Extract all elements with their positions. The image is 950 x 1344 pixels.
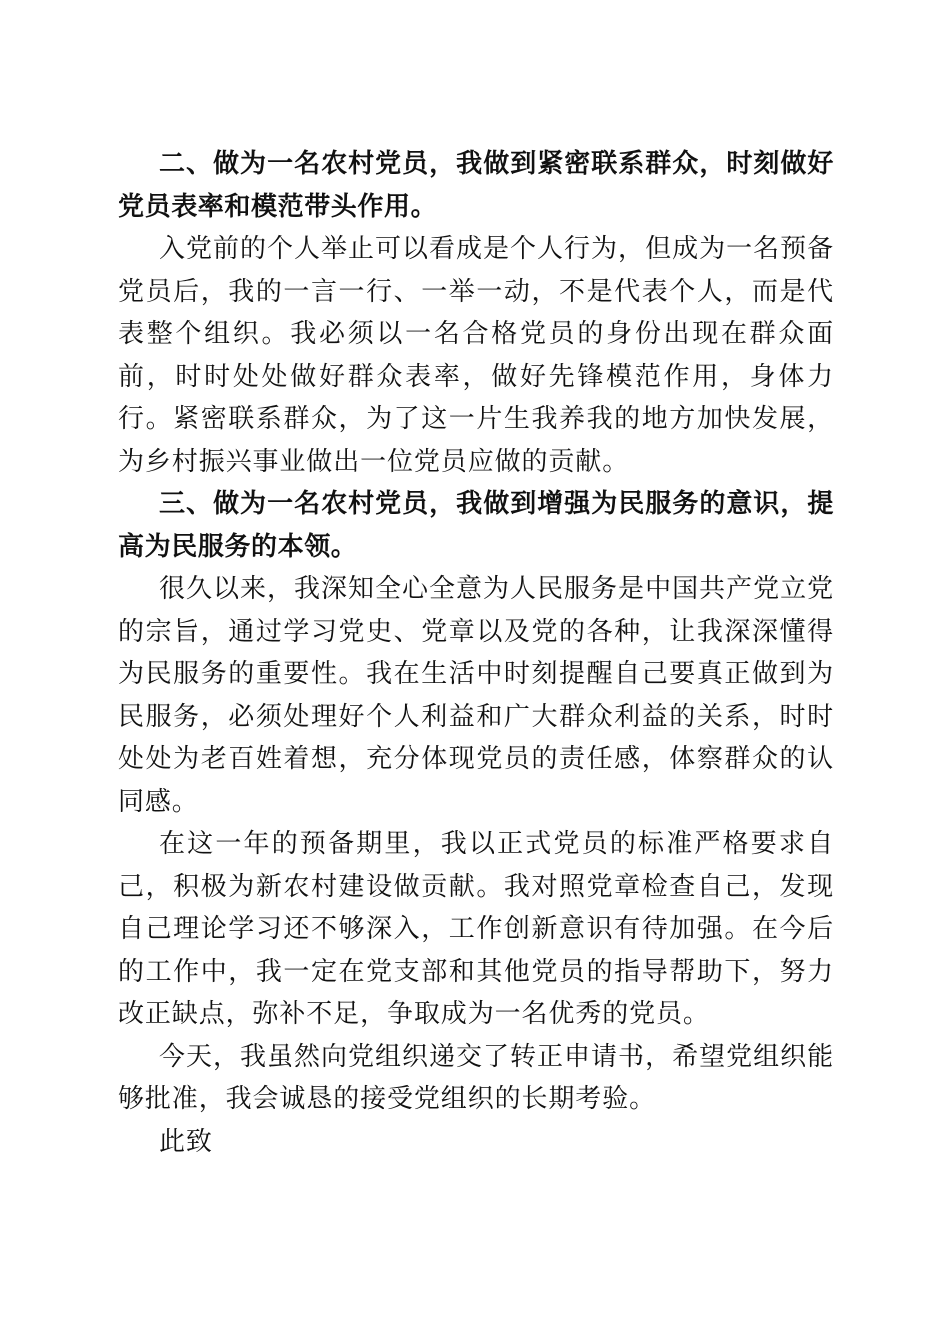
body-paragraph: 今天，我虽然向党组织递交了转正申请书，希望党组织能够批准，我会诚恳的接受党组织的长期考验。 bbox=[118, 1041, 834, 1114]
body-paragraph: 入党前的个人举止可以看成是个人行为，但成为一名预备党员后，我的一言一行、一举一动，不是代表个人，而是代表整个组织。我必须以一名合格党员的身份出现在群众面前，时时处处做好群众表率，做好先锋模范作用，身体力行。紧密联系群众，为了这一片生我养我的地方加快发展，为乡村振兴事业做出一位党员应做的贡献。 bbox=[118, 234, 834, 477]
section-heading-two: 二、做为一名农村党员，我做到紧密联系群众，时刻做好党员表率和模范带头作用。 bbox=[118, 149, 834, 222]
body-paragraph: 在这一年的预备期里，我以正式党员的标准严格要求自己，积极为新农村建设做贡献。我对照党章检查自己，发现自己理论学习还不够深入，工作创新意识有待加强。在今后的工作中，我一定在党支部和其他党员的指导帮助下，努力改正缺点，弥补不足，争取成为一名优秀的党员。 bbox=[118, 829, 834, 1029]
document-page bbox=[118, 143, 834, 1163]
closing-salutation: 此致 bbox=[159, 1126, 213, 1157]
body-paragraph: 很久以来，我深知全心全意为人民服务是中国共产党立党的宗旨，通过学习党史、党章以及党的各种，让我深深懂得为民服务的重要性。我在生活中时刻提醒自己要真正做到为民服务，必须处理好个人利益和广大群众利益的关系，时时处处为老百姓着想，充分体现党员的责任感，体察群众的认同感。 bbox=[118, 574, 834, 817]
section-heading-three: 三、做为一名农村党员，我做到增强为民服务的意识，提高为民服务的本领。 bbox=[118, 489, 834, 562]
